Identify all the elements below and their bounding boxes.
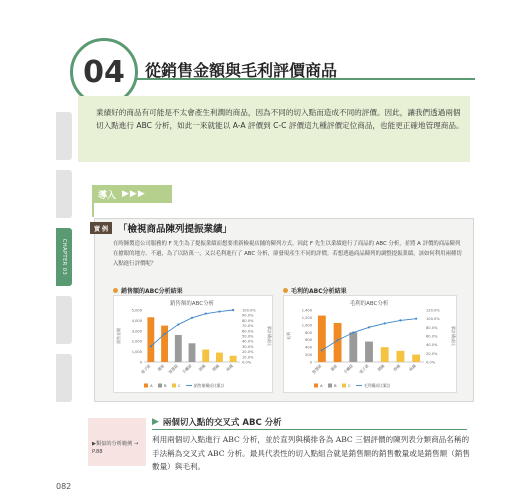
legend-swatch	[314, 384, 318, 388]
y2-axis-label: 累計構成比	[267, 326, 272, 346]
bar	[349, 332, 357, 362]
bullet-icon	[113, 288, 118, 293]
y2-tick-label: 80.0%	[426, 325, 438, 330]
side-tab	[56, 170, 72, 218]
triangle-right-icon: ▶	[152, 417, 159, 427]
page-title: 從銷售金額與毛利評價商品	[145, 61, 338, 80]
y2-tick-label: 20.0%	[426, 351, 438, 356]
y-tick-label: 0	[309, 360, 312, 365]
legend-label: 毛利構成比累計	[364, 383, 391, 388]
chart-panel-sales	[113, 295, 273, 393]
y2-tick-label: 0.0%	[426, 360, 436, 365]
y2-tick-label: 30.0%	[242, 344, 254, 349]
page-number: 082	[56, 482, 72, 491]
line-point	[415, 318, 417, 320]
y-tick-label: 800	[305, 330, 312, 335]
y2-tick-label: 90.0%	[242, 313, 254, 318]
y2-tick-label: 40.0%	[242, 339, 254, 344]
y-axis-label: 毛利	[286, 332, 291, 340]
y-tick-label: 2,000	[131, 339, 142, 344]
line-point	[150, 345, 152, 347]
x-tick-label: 手機錶	[342, 363, 354, 375]
y2-tick-label: 120.0%	[426, 308, 440, 313]
side-tab	[56, 296, 72, 344]
chapter-number: 04	[70, 38, 138, 106]
y-tick-label: 3,000	[131, 329, 142, 334]
chart-heading-profit	[283, 286, 347, 295]
line-point	[368, 326, 370, 328]
legend-label: C	[178, 383, 181, 388]
legend-swatch	[172, 384, 176, 388]
line-point	[205, 313, 207, 315]
x-tick-label: 懷錶	[156, 363, 166, 373]
y-axis-label: 銷售金額	[116, 328, 121, 344]
x-tick-label: 懷錶	[329, 363, 339, 373]
side-tab-active	[56, 228, 72, 286]
x-tick-label: 電子錶	[358, 363, 370, 375]
x-tick-label: 鬧鐘	[376, 363, 386, 373]
lead-label	[92, 185, 172, 203]
intro-text: 業績好的商品有可能是不太會產生利潤的商品，因為不同的切入點而造成不同的評價。因此，讓我們透過兩個切入點進行 ABC 分析，如此一來就能以 A-A 評價到 C-C 評價這九種評價定位商品，也能更正確地管理商品。	[96, 108, 464, 130]
chart-panel-profit	[283, 295, 457, 393]
line-point	[352, 331, 354, 333]
x-tick-label: 鬧鐘	[211, 363, 221, 373]
bar	[397, 351, 405, 362]
bar	[381, 347, 389, 362]
line-point	[336, 339, 338, 341]
line-point	[218, 310, 220, 312]
section-heading	[152, 416, 282, 428]
y-tick-label: 1,200	[301, 315, 312, 320]
section-text: 利用兩個切入點進行 ABC 分析，並於直列與橫排各為 ABC 三個評價的陳列表分類商品名稱的手法稱為交叉式 ABC 分析。最具代表性的切入點組合就是銷售額的銷售數量或是銷售額（銷售數量）與毛利。	[152, 435, 470, 471]
y2-tick-label: 50.0%	[242, 334, 254, 339]
bullet-icon	[283, 288, 288, 293]
lead-connector	[92, 203, 94, 217]
x-tick-label: 智慧錶	[167, 363, 179, 375]
x-tick-label: 座鐘	[224, 363, 234, 373]
bar	[202, 350, 209, 362]
case-tag: 實 例	[90, 222, 112, 234]
y-tick-label: 4,000	[131, 318, 142, 323]
legend-label: B	[164, 383, 167, 388]
legend-swatch	[158, 384, 162, 388]
y-tick-label: 1,400	[301, 308, 312, 313]
line-point	[191, 317, 193, 319]
bar	[161, 326, 168, 362]
bar	[175, 335, 182, 362]
side-tab-label: CHAPTER 03	[61, 238, 67, 276]
x-tick-label: 智慧錶	[310, 363, 323, 375]
legend-swatch	[144, 384, 148, 388]
x-tick-label: 座鐘	[407, 363, 417, 373]
y-tick-label: 0	[139, 360, 142, 365]
legend-label: C	[348, 383, 351, 388]
lead-arrows: ▶▶▶	[122, 189, 146, 199]
case-title: 「檢視商品陳列提振業績」	[118, 224, 233, 235]
bar	[412, 355, 420, 362]
bar	[230, 356, 237, 362]
y-tick-label: 600	[305, 338, 312, 343]
y2-tick-label: 80.0%	[242, 318, 254, 323]
x-tick-label: 手機錶	[181, 363, 193, 375]
section-rule	[152, 429, 467, 430]
line-point	[177, 323, 179, 325]
legend-label: A	[150, 383, 153, 388]
profit-abc-chart	[284, 296, 456, 392]
y2-axis-label: 累計構成比	[451, 326, 456, 346]
bar	[365, 342, 373, 362]
chart-heading-text: 銷售額的ABC分析結果	[121, 288, 183, 295]
case-text: 在時鐘製造公司服務的 F 先生為了提振業績而想要重新檢視店鋪的陳列方式。因此 F 先生以業績進行了商品的 ABC 分析，並將 A 評價的商品陳列在搶眼的地方。不過，為了以防萬一，又以毛利進行了 ABC 分析，卻發現產生不同的評價。若想透過商品陳列的調整提振業績，該如何利用兩種切入點進行評價呢？	[113, 241, 462, 267]
x-tick-label: 掛鐘	[392, 363, 402, 373]
legend-label: 銷售額構成比累計	[194, 383, 225, 388]
x-tick-label: 掛鐘	[197, 363, 207, 373]
y2-tick-label: 70.0%	[242, 324, 254, 329]
y2-tick-label: 20.0%	[242, 350, 254, 355]
reference-text: ▶類似的分析範例 → P.88	[92, 441, 139, 455]
y-tick-label: 1,000	[131, 350, 142, 355]
chart-title: 毛利的ABC分析	[349, 301, 389, 307]
y2-tick-label: 40.0%	[426, 343, 438, 348]
legend-swatch	[342, 384, 346, 388]
y2-tick-label: 60.0%	[426, 334, 438, 339]
y-tick-label: 400	[305, 345, 312, 350]
chart-heading-sales	[113, 286, 183, 295]
legend-label: A	[320, 383, 323, 388]
bar	[189, 343, 196, 362]
bar	[318, 316, 326, 362]
line-point	[399, 319, 401, 321]
y2-tick-label: 60.0%	[242, 329, 254, 334]
x-tick-label: 電子錶	[139, 363, 152, 375]
bar	[147, 317, 154, 362]
bar	[216, 353, 223, 362]
line-point	[232, 309, 234, 311]
chart-heading-text: 毛利的ABC分析結果	[291, 288, 347, 295]
line-point	[163, 333, 165, 335]
section-heading-text: 兩個切入點的交叉式 ABC 分析	[162, 418, 282, 428]
side-tab	[56, 112, 72, 160]
y-tick-label: 1,000	[301, 323, 312, 328]
line-point	[384, 322, 386, 324]
y2-tick-label: 100.0%	[426, 317, 440, 322]
line-point	[321, 349, 323, 351]
y-tick-label: 5,000	[131, 308, 142, 313]
lead-text: 導入	[98, 190, 117, 201]
legend-swatch	[328, 384, 332, 388]
y-tick-label: 200	[305, 353, 312, 358]
sales-abc-chart	[114, 296, 272, 392]
y2-tick-label: 10.0%	[242, 355, 254, 360]
chart-title: 銷售額的ABC分析	[169, 301, 215, 307]
y2-tick-label: 100.0%	[242, 308, 256, 313]
side-tab	[56, 354, 72, 402]
y2-tick-label: 0.0%	[242, 360, 252, 365]
legend-label: B	[334, 383, 337, 388]
